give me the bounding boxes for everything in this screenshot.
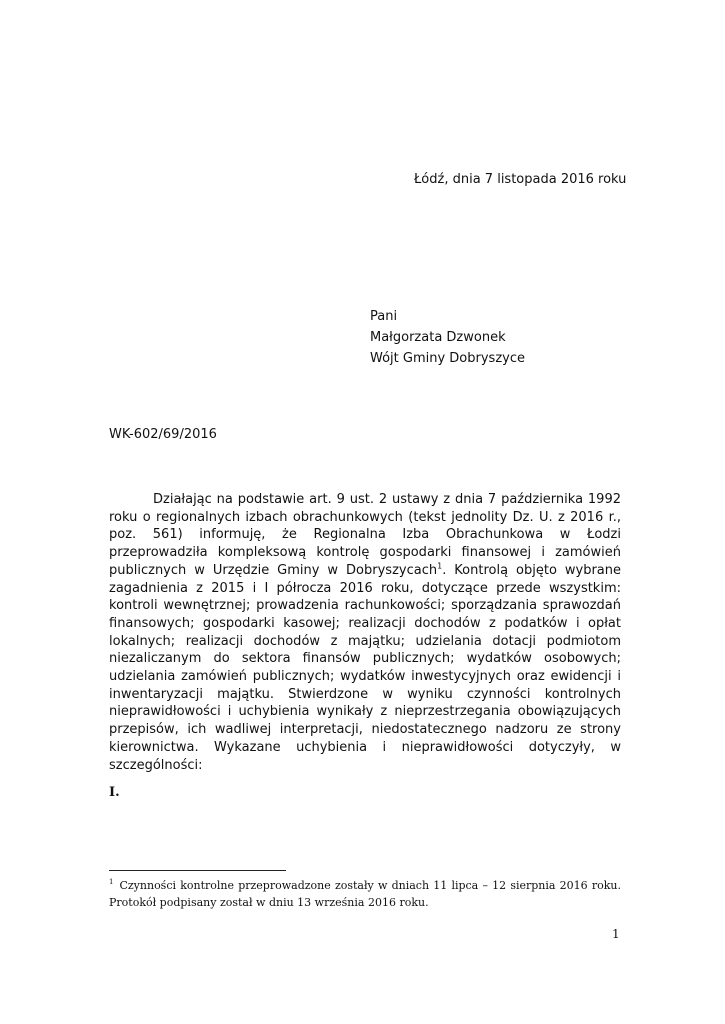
reference-number: WK-602/69/2016 bbox=[109, 427, 217, 442]
footnote-divider bbox=[109, 870, 286, 871]
body-paragraph bbox=[109, 491, 621, 774]
footnote-reference[interactable]: 1 bbox=[437, 561, 443, 571]
body-text-part1: Działając na podstawie art. 9 ust. 2 ustawy z dnia 7 października 1992 roku o regionalnych izbach obrachunkowych (tekst jednolity Dz. U. z 2016 r., poz. 561) informuję, że Regionalna Izba Obrachunkowa w Łodzi przeprowadziła kompleksową kontrolę gospodarki finansowej i zamówień publicznych w Urzędzie Gminy w Dobryszycach bbox=[109, 492, 621, 578]
body-text-part2: . Kontrolą objęto wybrane zagadnienia z 2015 i I półrocza 2016 roku, dotyczące przede wszystkim: kontroli wewnętrznej; prowadzenia rachunkowości; sporządzania sprawozdań finansowych; gospodarki kasowej; realizacji dochodów z podatków i opłat lokalnych; realizacji dochodów z majątku; udzielania dotacji podmiotom niezaliczanym do sektora finansów publicznych; wydatków osobowych; udzielania zamówień publicznych; wydatków inwestycyjnych oraz ewidencji i inwentaryzacji majątku. Stwierdzone w wyniku czynności kontrolnych nieprawidłowości i uchybienia wynikały z nieprzestrzegania obowiązujących przepisów, ich wadliwej interpretacji, niedostatecznego nadzoru ze strony kierownictwa. Wykazane uchybienia i nieprawidłowości dotyczyły, w szczególności: bbox=[109, 562, 621, 773]
recipient-block bbox=[370, 306, 525, 369]
recipient-name: Małgorzata Dzwonek bbox=[370, 330, 506, 345]
footnote bbox=[109, 877, 621, 911]
recipient-title: Wójt Gminy Dobryszyce bbox=[370, 351, 525, 366]
footnote-text: Czynności kontrolne przeprowadzone zostały w dniach 11 lipca – 12 sierpnia 2016 roku. Protokół podpisany został w dniu 13 września 2016 roku. bbox=[109, 879, 621, 909]
section-heading: I. bbox=[109, 785, 120, 800]
recipient-salutation: Pani bbox=[370, 309, 398, 324]
date-line: Łódź, dnia 7 listopada 2016 roku bbox=[414, 172, 627, 187]
footnote-marker: 1 bbox=[109, 878, 114, 887]
page-number: 1 bbox=[612, 927, 620, 941]
